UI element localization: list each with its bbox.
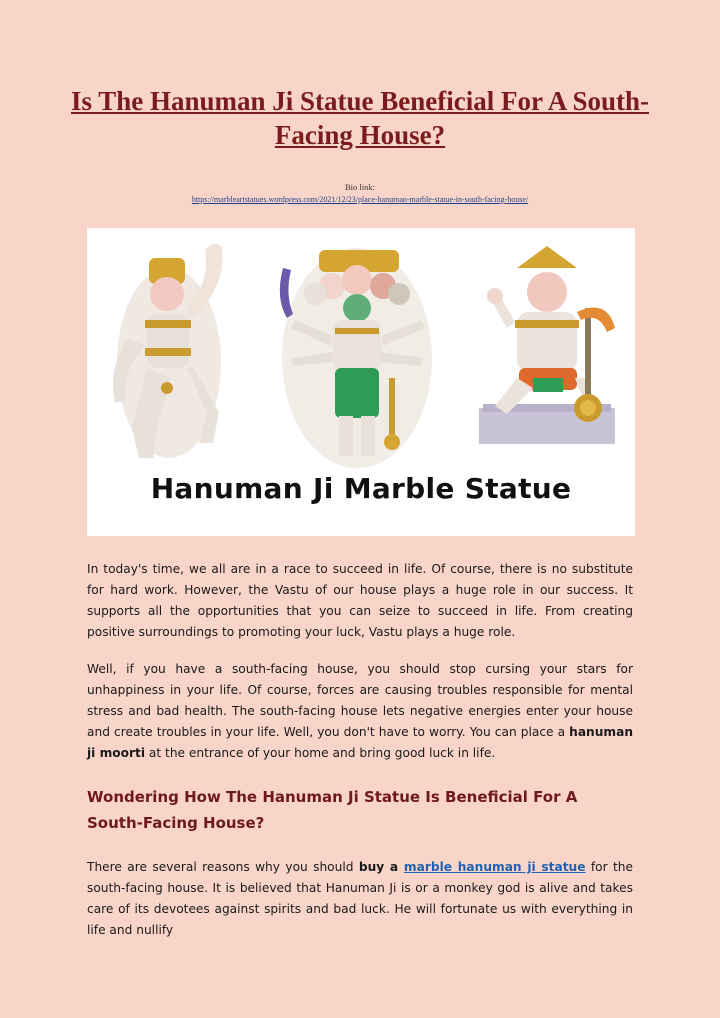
paragraph-text: There are several reasons why you should — [87, 860, 359, 874]
statue-flying-hanuman — [113, 243, 223, 458]
statue-panchmukhi-hanuman — [280, 248, 432, 468]
bio-link-url[interactable]: https://marbleartstatues.wordpress.com/2021/12/23/place-hanuman-marble-statue-in-south-facing-house/ — [191, 195, 529, 204]
paragraph-intro: In today's time, we all are in a race to succeed in life. Of course, there is no substitute for hard work. However, the Vastu of our house plays a huge role in our success. It supports all the opportunities that you can seize to succeed in life. From creating positive surroundings to promoting your luck, Vastu plays a huge role. — [87, 562, 633, 639]
statue-seated-hanuman — [479, 246, 615, 444]
hero-image — [87, 228, 635, 536]
paragraph-text: for the south-facing house. It is believed that Hanuman Ji is or a monkey god is alive and takes care of its devotees against spirits and bad luck. He will fortunate us with everything in life and nullify — [87, 860, 633, 937]
bold-keyword: hanuman ji moorti — [87, 725, 633, 760]
paragraph-text: at the entrance of your home and bring good luck in life. — [145, 746, 496, 760]
statue-link[interactable]: marble hanuman ji statue — [403, 860, 586, 874]
paragraph-reasons — [87, 857, 633, 941]
bio-link-label: Bio link: — [345, 182, 375, 192]
paragraph-south-facing — [87, 659, 633, 764]
section-heading: Wondering How The Hanuman Ji Statue Is Beneficial For A South-Facing House? — [87, 788, 578, 832]
paragraph-text: Well, if you have a south-facing house, you should stop cursing your stars for unhappiness in your life. Of course, forces are causing troubles responsible for mental stress and bad health. The south-facing house lets negative energies enter your house and create troubles in your life. Well, you don't have to worry. You can place a — [87, 662, 633, 739]
page-title: Is The Hanuman Ji Statue Beneficial For A South-Facing House? — [70, 86, 650, 150]
hero-caption: Hanuman Ji Marble Statue — [150, 472, 572, 505]
bold-keyword: buy a — [358, 860, 404, 874]
